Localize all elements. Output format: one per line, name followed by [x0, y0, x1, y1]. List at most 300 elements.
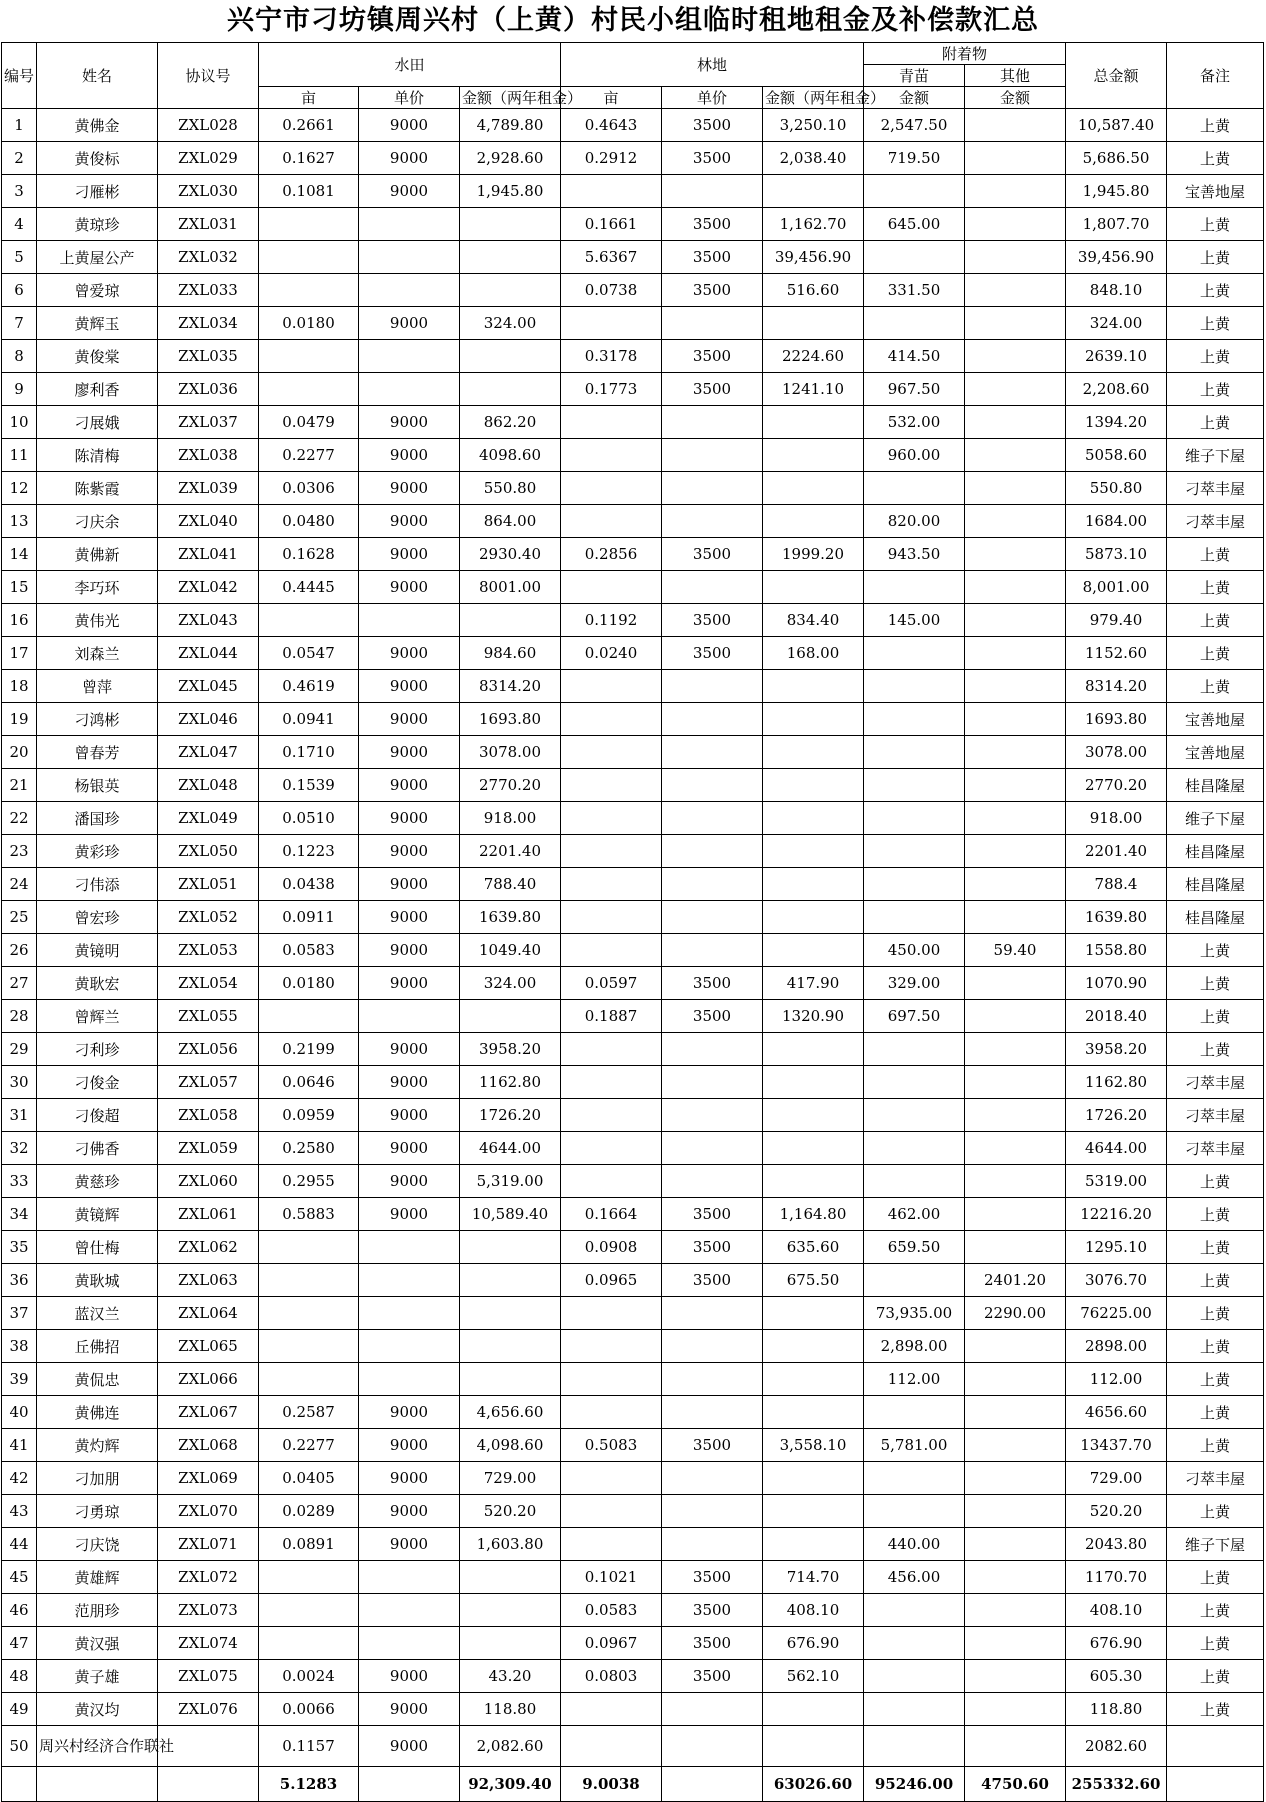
cell-name: 黄辉玉 — [37, 307, 158, 340]
cell-seedling-amount — [864, 868, 965, 901]
cell-forest-mu: 0.0738 — [561, 274, 662, 307]
cell-forest-price — [662, 1297, 763, 1330]
cell-name: 刁庆余 — [37, 505, 158, 538]
table-row — [2, 1528, 1264, 1561]
cell-forest-amount — [763, 868, 864, 901]
cell-other-amount — [965, 769, 1066, 802]
cell-forest-price — [662, 802, 763, 835]
cell-seedling-amount — [864, 1462, 965, 1495]
cell-no: 49 — [2, 1693, 37, 1726]
cell-forest-amount — [763, 1693, 864, 1726]
cell-agreement-id: ZXL035 — [158, 340, 259, 373]
table-row — [2, 703, 1264, 736]
totals-blank-note — [1167, 1767, 1264, 1802]
cell-forest-amount — [763, 670, 864, 703]
cell-paddy-price: 9000 — [359, 703, 460, 736]
table-row — [2, 439, 1264, 472]
cell-other-amount — [965, 901, 1066, 934]
cell-paddy-price: 9000 — [359, 637, 460, 670]
cell-forest-amount — [763, 802, 864, 835]
cell-paddy-price: 9000 — [359, 736, 460, 769]
cell-note: 上黄 — [1167, 1660, 1264, 1693]
cell-forest-mu: 0.1887 — [561, 1000, 662, 1033]
cell-agreement-id: ZXL067 — [158, 1396, 259, 1429]
cell-agreement-id: ZXL076 — [158, 1693, 259, 1726]
cell-paddy-price — [359, 274, 460, 307]
cell-no: 3 — [2, 175, 37, 208]
cell-agreement-id: ZXL044 — [158, 637, 259, 670]
cell-paddy-mu: 0.0646 — [259, 1066, 359, 1099]
cell-agreement-id: ZXL075 — [158, 1660, 259, 1693]
cell-no: 28 — [2, 1000, 37, 1033]
cell-forest-amount: 168.00 — [763, 637, 864, 670]
cell-forest-price: 3500 — [662, 1264, 763, 1297]
cell-agreement-id: ZXL049 — [158, 802, 259, 835]
cell-paddy-price: 9000 — [359, 868, 460, 901]
cell-no: 5 — [2, 241, 37, 274]
cell-forest-price — [662, 1693, 763, 1726]
cell-forest-amount — [763, 769, 864, 802]
table-row — [2, 1198, 1264, 1231]
cell-paddy-price: 9000 — [359, 1429, 460, 1462]
cell-paddy-amount: 1693.80 — [460, 703, 561, 736]
cell-note: 上黄 — [1167, 142, 1264, 175]
cell-seedling-amount: 2,898.00 — [864, 1330, 965, 1363]
cell-forest-amount: 2,038.40 — [763, 142, 864, 175]
cell-no: 7 — [2, 307, 37, 340]
cell-name: 黄伟光 — [37, 604, 158, 637]
cell-paddy-mu — [259, 208, 359, 241]
cell-paddy-mu: 0.4619 — [259, 670, 359, 703]
cell-no: 43 — [2, 1495, 37, 1528]
cell-total: 1152.60 — [1066, 637, 1167, 670]
cell-total: 1394.20 — [1066, 406, 1167, 439]
cell-seedling-amount: 659.50 — [864, 1231, 965, 1264]
cell-forest-price — [662, 934, 763, 967]
cell-seedling-amount: 820.00 — [864, 505, 965, 538]
cell-forest-price: 3500 — [662, 274, 763, 307]
cell-paddy-mu — [259, 1297, 359, 1330]
cell-forest-amount — [763, 1462, 864, 1495]
cell-note: 刁萃丰屋 — [1167, 1099, 1264, 1132]
cell-forest-amount — [763, 505, 864, 538]
table-row — [2, 307, 1264, 340]
table-row — [2, 637, 1264, 670]
cell-other-amount — [965, 307, 1066, 340]
header-row-1 — [2, 43, 1264, 65]
cell-paddy-price: 9000 — [359, 406, 460, 439]
cell-forest-mu — [561, 1297, 662, 1330]
cell-forest-amount — [763, 1297, 864, 1330]
cell-name: 黄镜明 — [37, 934, 158, 967]
cell-note: 上黄 — [1167, 538, 1264, 571]
cell-paddy-amount — [460, 1594, 561, 1627]
cell-paddy-amount: 864.00 — [460, 505, 561, 538]
table-row — [2, 1033, 1264, 1066]
cell-paddy-price: 9000 — [359, 670, 460, 703]
cell-seedling-amount: 967.50 — [864, 373, 965, 406]
table-row — [2, 1594, 1264, 1627]
cell-name: 刁展娥 — [37, 406, 158, 439]
cell-other-amount — [965, 1033, 1066, 1066]
cell-paddy-price: 9000 — [359, 571, 460, 604]
table-row — [2, 1561, 1264, 1594]
cell-forest-mu — [561, 868, 662, 901]
table-row — [2, 802, 1264, 835]
cell-forest-price: 3500 — [662, 1561, 763, 1594]
cell-total: 324.00 — [1066, 307, 1167, 340]
cell-total: 1,807.70 — [1066, 208, 1167, 241]
cell-agreement-id: ZXL055 — [158, 1000, 259, 1033]
cell-no: 33 — [2, 1165, 37, 1198]
cell-other-amount — [965, 1396, 1066, 1429]
cell-paddy-amount: 2201.40 — [460, 835, 561, 868]
cell-paddy-price: 9000 — [359, 1693, 460, 1726]
cell-paddy-price: 9000 — [359, 1099, 460, 1132]
cell-forest-mu: 0.0965 — [561, 1264, 662, 1297]
cell-paddy-price — [359, 1297, 460, 1330]
cell-note: 上黄 — [1167, 934, 1264, 967]
cell-forest-mu — [561, 670, 662, 703]
cell-total: 1726.20 — [1066, 1099, 1167, 1132]
cell-forest-price — [662, 703, 763, 736]
cell-forest-amount: 3,558.10 — [763, 1429, 864, 1462]
cell-note: 宝善地屋 — [1167, 703, 1264, 736]
cell-agreement-id: ZXL066 — [158, 1363, 259, 1396]
cell-forest-mu — [561, 1528, 662, 1561]
cell-forest-mu — [561, 1165, 662, 1198]
table-row — [2, 241, 1264, 274]
cell-note: 上黄 — [1167, 1363, 1264, 1396]
cell-paddy-mu — [259, 1231, 359, 1264]
cell-seedling-amount — [864, 241, 965, 274]
cell-agreement-id: ZXL046 — [158, 703, 259, 736]
cell-forest-mu — [561, 406, 662, 439]
cell-forest-mu — [561, 571, 662, 604]
col-header-other-amount: 金额 — [965, 87, 1066, 109]
cell-paddy-amount: 1162.80 — [460, 1066, 561, 1099]
cell-paddy-price: 9000 — [359, 1066, 460, 1099]
cell-forest-price: 3500 — [662, 1429, 763, 1462]
cell-no: 26 — [2, 934, 37, 967]
cell-total: 1162.80 — [1066, 1066, 1167, 1099]
table-row — [2, 1330, 1264, 1363]
cell-paddy-mu: 0.2199 — [259, 1033, 359, 1066]
cell-total: 918.00 — [1066, 802, 1167, 835]
cell-agreement-id: ZXL074 — [158, 1627, 259, 1660]
cell-total: 2,208.60 — [1066, 373, 1167, 406]
cell-name: 蓝汉兰 — [37, 1297, 158, 1330]
cell-forest-price — [662, 1165, 763, 1198]
cell-agreement-id: ZXL042 — [158, 571, 259, 604]
cell-seedling-amount — [864, 307, 965, 340]
cell-other-amount — [965, 1198, 1066, 1231]
cell-forest-mu — [561, 1066, 662, 1099]
cell-paddy-amount: 984.60 — [460, 637, 561, 670]
cell-forest-mu — [561, 769, 662, 802]
cell-agreement-id: ZXL069 — [158, 1462, 259, 1495]
cell-forest-amount: 635.60 — [763, 1231, 864, 1264]
cell-forest-mu — [561, 1495, 662, 1528]
cell-forest-price: 3500 — [662, 1198, 763, 1231]
cell-paddy-price: 9000 — [359, 934, 460, 967]
cell-paddy-price: 9000 — [359, 769, 460, 802]
cell-forest-mu: 0.1192 — [561, 604, 662, 637]
cell-forest-price — [662, 439, 763, 472]
cell-other-amount: 2290.00 — [965, 1297, 1066, 1330]
cell-forest-amount — [763, 934, 864, 967]
cell-forest-mu — [561, 835, 662, 868]
cell-forest-mu — [561, 505, 662, 538]
cell-note: 上黄 — [1167, 1165, 1264, 1198]
cell-forest-price: 3500 — [662, 1000, 763, 1033]
cell-name: 黄琼珍 — [37, 208, 158, 241]
cell-forest-mu — [561, 1033, 662, 1066]
cell-no: 10 — [2, 406, 37, 439]
cell-seedling-amount — [864, 1396, 965, 1429]
cell-paddy-amount: 2770.20 — [460, 769, 561, 802]
cell-total: 112.00 — [1066, 1363, 1167, 1396]
cell-paddy-mu: 0.0941 — [259, 703, 359, 736]
cell-forest-price — [662, 1099, 763, 1132]
cell-seedling-amount — [864, 472, 965, 505]
cell-paddy-mu: 0.0510 — [259, 802, 359, 835]
cell-forest-mu — [561, 307, 662, 340]
cell-paddy-amount: 550.80 — [460, 472, 561, 505]
cell-paddy-amount: 1049.40 — [460, 934, 561, 967]
cell-name: 廖利香 — [37, 373, 158, 406]
cell-note: 上黄 — [1167, 604, 1264, 637]
col-header-other: 其他 — [965, 65, 1066, 87]
cell-name: 刁雁彬 — [37, 175, 158, 208]
cell-total: 1170.70 — [1066, 1561, 1167, 1594]
cell-no: 34 — [2, 1198, 37, 1231]
cell-total: 1,945.80 — [1066, 175, 1167, 208]
cell-forest-price: 3500 — [662, 967, 763, 1000]
cell-forest-mu — [561, 1693, 662, 1726]
cell-paddy-amount — [460, 1363, 561, 1396]
cell-no: 9 — [2, 373, 37, 406]
col-header-note: 备注 — [1167, 43, 1264, 109]
cell-paddy-mu: 0.0911 — [259, 901, 359, 934]
cell-paddy-amount: 4,789.80 — [460, 109, 561, 142]
cell-paddy-mu — [259, 1627, 359, 1660]
cell-agreement-id: ZXL047 — [158, 736, 259, 769]
cell-agreement-id: ZXL041 — [158, 538, 259, 571]
cell-paddy-price: 9000 — [359, 1396, 460, 1429]
cell-agreement-id: ZXL053 — [158, 934, 259, 967]
cell-paddy-amount: 43.20 — [460, 1660, 561, 1693]
cell-name: 李巧环 — [37, 571, 158, 604]
cell-paddy-mu: 0.2580 — [259, 1132, 359, 1165]
table-row — [2, 1726, 1264, 1767]
cell-seedling-amount — [864, 1033, 965, 1066]
table-row — [2, 505, 1264, 538]
cell-total: 118.80 — [1066, 1693, 1167, 1726]
cell-total: 8,001.00 — [1066, 571, 1167, 604]
cell-note: 维子下屋 — [1167, 1528, 1264, 1561]
cell-forest-price — [662, 406, 763, 439]
cell-forest-mu: 0.2912 — [561, 142, 662, 175]
cell-note: 维子下屋 — [1167, 439, 1264, 472]
cell-forest-price — [662, 736, 763, 769]
cell-forest-price: 3500 — [662, 1627, 763, 1660]
table-row — [2, 1000, 1264, 1033]
cell-paddy-amount: 5,319.00 — [460, 1165, 561, 1198]
totals-blank-forest-price — [662, 1767, 763, 1802]
cell-name: 黄俊标 — [37, 142, 158, 175]
cell-paddy-mu — [259, 274, 359, 307]
cell-no: 41 — [2, 1429, 37, 1462]
cell-agreement-id: ZXL057 — [158, 1066, 259, 1099]
cell-note: 上黄 — [1167, 1594, 1264, 1627]
table-row — [2, 1693, 1264, 1726]
cell-paddy-price — [359, 1363, 460, 1396]
totals-blank-paddy-price — [359, 1767, 460, 1802]
cell-no: 21 — [2, 769, 37, 802]
table-row — [2, 208, 1264, 241]
cell-paddy-amount: 3078.00 — [460, 736, 561, 769]
cell-paddy-price: 9000 — [359, 1726, 460, 1767]
cell-note: 上黄 — [1167, 1693, 1264, 1726]
cell-total: 1693.80 — [1066, 703, 1167, 736]
cell-agreement-id: ZXL036 — [158, 373, 259, 406]
cell-forest-amount — [763, 1165, 864, 1198]
cell-seedling-amount: 456.00 — [864, 1561, 965, 1594]
cell-forest-mu — [561, 1726, 662, 1767]
cell-note: 上黄 — [1167, 109, 1264, 142]
cell-other-amount — [965, 241, 1066, 274]
cell-forest-price — [662, 1495, 763, 1528]
cell-name: 黄子雄 — [37, 1660, 158, 1693]
cell-no: 22 — [2, 802, 37, 835]
cell-other-amount — [965, 1132, 1066, 1165]
table-row — [2, 1297, 1264, 1330]
cell-no: 24 — [2, 868, 37, 901]
cell-total: 1295.10 — [1066, 1231, 1167, 1264]
cell-seedling-amount — [864, 1726, 965, 1767]
cell-paddy-price: 9000 — [359, 1132, 460, 1165]
cell-paddy-amount: 788.40 — [460, 868, 561, 901]
table-row — [2, 373, 1264, 406]
cell-forest-amount: 1,164.80 — [763, 1198, 864, 1231]
cell-paddy-price: 9000 — [359, 1495, 460, 1528]
cell-no: 50 — [2, 1726, 37, 1767]
cell-forest-mu: 0.0597 — [561, 967, 662, 1000]
table-row — [2, 109, 1264, 142]
cell-other-amount — [965, 604, 1066, 637]
col-header-total: 总金额 — [1066, 43, 1167, 109]
cell-name: 刁伟添 — [37, 868, 158, 901]
cell-no: 42 — [2, 1462, 37, 1495]
cell-seedling-amount: 719.50 — [864, 142, 965, 175]
table-row — [2, 1231, 1264, 1264]
cell-paddy-price: 9000 — [359, 142, 460, 175]
cell-forest-amount: 834.40 — [763, 604, 864, 637]
cell-forest-amount — [763, 1396, 864, 1429]
cell-paddy-mu: 0.1710 — [259, 736, 359, 769]
cell-name: 刁鸿彬 — [37, 703, 158, 736]
table-row — [2, 901, 1264, 934]
cell-other-amount — [965, 736, 1066, 769]
cell-note: 上黄 — [1167, 1000, 1264, 1033]
cell-no: 27 — [2, 967, 37, 1000]
cell-seedling-amount: 331.50 — [864, 274, 965, 307]
cell-note: 刁萃丰屋 — [1167, 1132, 1264, 1165]
cell-name: 黄佛金 — [37, 109, 158, 142]
cell-name: 潘国珍 — [37, 802, 158, 835]
cell-paddy-mu: 0.1627 — [259, 142, 359, 175]
cell-no: 19 — [2, 703, 37, 736]
cell-name: 黄汉强 — [37, 1627, 158, 1660]
cell-seedling-amount: 440.00 — [864, 1528, 965, 1561]
cell-seedling-amount — [864, 1594, 965, 1627]
cell-paddy-amount: 8001.00 — [460, 571, 561, 604]
cell-paddy-amount — [460, 208, 561, 241]
cell-no: 20 — [2, 736, 37, 769]
cell-other-amount — [965, 340, 1066, 373]
cell-other-amount — [965, 1561, 1066, 1594]
cell-other-amount — [965, 637, 1066, 670]
cell-no: 46 — [2, 1594, 37, 1627]
cell-paddy-price: 9000 — [359, 1462, 460, 1495]
cell-note: 刁萃丰屋 — [1167, 1462, 1264, 1495]
cell-paddy-amount: 8314.20 — [460, 670, 561, 703]
cell-paddy-mu: 0.5883 — [259, 1198, 359, 1231]
col-header-name: 姓名 — [37, 43, 158, 109]
cell-paddy-amount — [460, 1000, 561, 1033]
cell-note: 桂昌隆屋 — [1167, 868, 1264, 901]
cell-total: 10,587.40 — [1066, 109, 1167, 142]
cell-other-amount — [965, 802, 1066, 835]
cell-other-amount — [965, 1429, 1066, 1462]
cell-no: 4 — [2, 208, 37, 241]
cell-total: 76225.00 — [1066, 1297, 1167, 1330]
cell-no: 38 — [2, 1330, 37, 1363]
cell-forest-price — [662, 1066, 763, 1099]
cell-agreement-id: ZXL040 — [158, 505, 259, 538]
cell-paddy-mu — [259, 1363, 359, 1396]
cell-paddy-mu: 0.2587 — [259, 1396, 359, 1429]
cell-total: 3076.70 — [1066, 1264, 1167, 1297]
cell-paddy-price: 9000 — [359, 1528, 460, 1561]
table-row — [2, 835, 1264, 868]
cell-note: 上黄 — [1167, 1495, 1264, 1528]
cell-note: 上黄 — [1167, 1297, 1264, 1330]
cell-forest-amount — [763, 835, 864, 868]
cell-paddy-mu: 0.0479 — [259, 406, 359, 439]
cell-forest-amount: 675.50 — [763, 1264, 864, 1297]
cell-name: 刁加朋 — [37, 1462, 158, 1495]
cell-no: 23 — [2, 835, 37, 868]
cell-agreement-id: ZXL065 — [158, 1330, 259, 1363]
cell-other-amount — [965, 868, 1066, 901]
sheet-title: 兴宁市刁坊镇周兴村（上黄）村民小组临时租地租金及补偿款汇总 — [227, 5, 1039, 36]
cell-forest-price — [662, 769, 763, 802]
cell-forest-mu — [561, 901, 662, 934]
cell-paddy-mu: 0.0180 — [259, 967, 359, 1000]
cell-forest-price: 3500 — [662, 538, 763, 571]
cell-seedling-amount: 414.50 — [864, 340, 965, 373]
cell-paddy-mu: 0.1081 — [259, 175, 359, 208]
cell-paddy-amount — [460, 1561, 561, 1594]
cell-paddy-price: 9000 — [359, 1165, 460, 1198]
cell-forest-amount — [763, 703, 864, 736]
cell-forest-price — [662, 505, 763, 538]
cell-no: 8 — [2, 340, 37, 373]
cell-other-amount — [965, 109, 1066, 142]
cell-other-amount — [965, 1693, 1066, 1726]
